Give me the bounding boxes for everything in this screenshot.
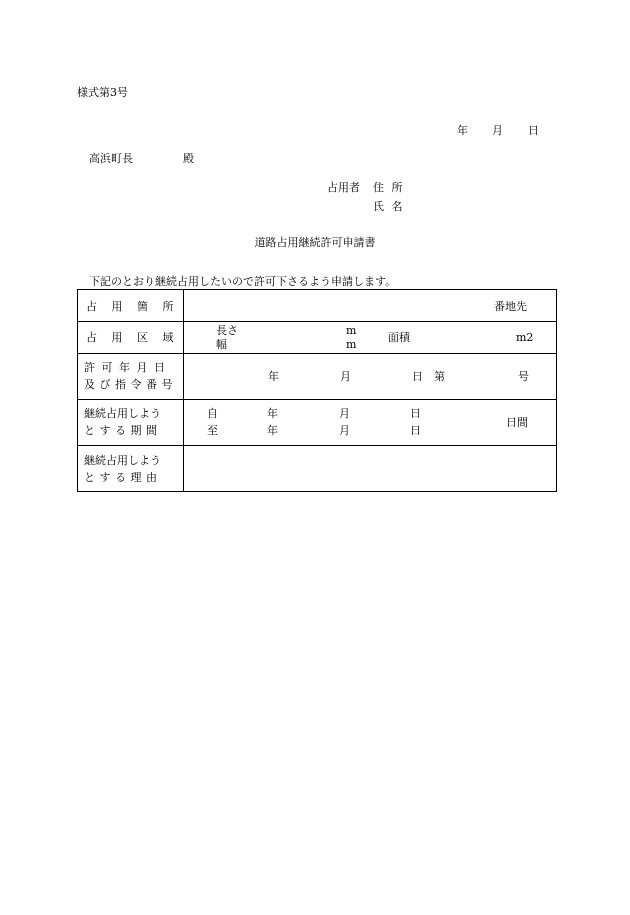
period-from-year: 年	[267, 407, 278, 420]
period-from: 自	[207, 407, 218, 420]
row-permit	[78, 353, 556, 399]
reason-label-line2: と す る 理 由	[84, 471, 157, 484]
location-suffix: 番地先	[494, 300, 527, 313]
permit-year: 年	[268, 370, 279, 383]
addressee: 高浜町長	[89, 152, 133, 165]
location-label: 占 用 箇 所	[86, 300, 174, 313]
width-unit: m	[346, 338, 357, 351]
period-days: 日間	[506, 416, 528, 429]
label-cell-period	[78, 400, 184, 445]
width-label: 幅	[216, 338, 227, 351]
form-number: 様式第3号	[77, 86, 128, 99]
length-label: 長さ	[216, 324, 238, 337]
permit-label-line1: 許 可 年 月 日	[84, 361, 165, 374]
area-label: 占 用 区 域	[86, 331, 174, 344]
permit-day: 日	[412, 370, 423, 383]
address-label: 住 所	[373, 181, 403, 194]
document-title: 道路占用継続許可申請書	[254, 236, 376, 249]
label-cell-area	[78, 322, 184, 353]
honorific: 殿	[183, 152, 194, 165]
row-period	[78, 399, 556, 445]
permit-label-line2: 及 び 指 令 番 号	[84, 378, 173, 391]
label-cell-reason	[78, 446, 184, 491]
reason-label-line1: 継続占用しよう	[84, 454, 161, 467]
row-reason	[78, 445, 556, 491]
date-day-label: 日	[528, 124, 539, 137]
period-from-month: 月	[339, 407, 350, 420]
period-to: 至	[207, 424, 218, 437]
date-month-label: 月	[492, 124, 503, 137]
row-location	[78, 290, 556, 321]
intro-text: 下記のとおり継続占用したいので許可下さるよう申請します。	[89, 275, 397, 288]
date-year-label: 年	[457, 124, 468, 137]
label-cell-permit	[78, 354, 184, 399]
applicant-label: 占用者	[327, 181, 360, 194]
area-unit: m2	[516, 331, 534, 344]
period-label-line1: 継続占用しよう	[84, 407, 161, 420]
application-form-table	[77, 289, 557, 492]
label-cell-location	[78, 290, 184, 321]
length-unit: m	[346, 324, 357, 337]
period-from-day: 日	[410, 407, 421, 420]
period-label-line2: と す る 期 間	[84, 424, 157, 437]
period-to-year: 年	[267, 424, 278, 437]
name-label: 氏 名	[373, 200, 403, 213]
period-to-month: 月	[339, 424, 350, 437]
permit-number-suffix: 号	[518, 370, 529, 383]
row-area	[78, 321, 556, 353]
period-to-day: 日	[410, 424, 421, 437]
area-measure-label: 面積	[388, 331, 410, 344]
permit-month: 月	[340, 370, 351, 383]
permit-number-prefix: 第	[434, 370, 445, 383]
